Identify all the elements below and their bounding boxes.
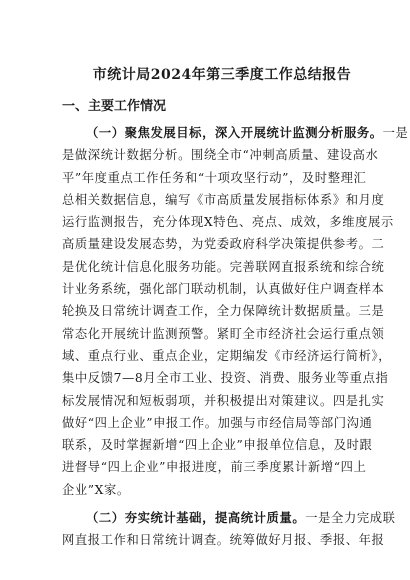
paragraph-line: 域、重点行业、重点企业，定期编发《市经济运行简析》， [62, 348, 392, 363]
paragraph-statistical-monitoring [62, 122, 409, 501]
document-title: 市统计局2024年第三季度工作总结报告 [92, 67, 352, 83]
paragraph-first-line-tail: 一是 [382, 126, 409, 140]
subsection-heading-1: （一）聚焦发展目标，深入开展统计监测分析服务。 [86, 126, 383, 140]
paragraph-line: 是做深统计数据分析。围绕全市“冲刺高质量、建设高水 [62, 148, 379, 163]
paragraph-line: 计业务系统，强化部门联动机制，认真做好住户调查样本 [62, 282, 385, 297]
paragraph-line: 总相关数据信息，编写《市高质量发展指标体系》和月度 [62, 192, 385, 207]
paragraph-line: 联系，及时掌握新增“四上企业”申报单位信息，及时跟 [62, 438, 373, 453]
paragraph-line: 平”年度重点工作任务和“十项攻坚行动”，及时整理汇 [62, 170, 367, 185]
paragraph-line: 常态化开展统计监测预警。紧盯全市经济社会运行重点领 [62, 326, 385, 341]
paragraph-line: 企业”X家。 [62, 482, 130, 497]
paragraph-line: 是优化统计信息化服务功能。完善联网直报系统和综合统 [62, 259, 385, 274]
subsection-heading-2: （二）夯实统计基础，提高统计质量。 [86, 511, 306, 526]
paragraph-first-line [62, 122, 409, 144]
paragraph-line: 做好“四上企业”申报工作。加强与市经信局等部门沟通 [62, 415, 373, 430]
paragraph-line: 运行监测报告，充分体现X特色、亮点、成效，多维度展示 [62, 215, 394, 230]
paragraph-line: 集中反馈7—8月全市工业、投资、消费、服务业等重点指 [62, 371, 389, 386]
paragraph-line: 轮换及日常统计调查工作，全力保障统计数据质量。三是 [62, 304, 385, 319]
paragraph-statistical-foundation [62, 507, 396, 552]
paragraph-first-line [62, 507, 396, 529]
paragraph-line: 网直报工作和日常统计调查。统筹做好月报、季报、年报 [62, 533, 385, 548]
paragraph-first-line-tail: 一是全力完成联 [305, 511, 396, 526]
section-heading-main-work: 一、主要工作情况 [62, 99, 167, 114]
paragraph-line: 标发展情况和短板弱项，并积极提出对策建议。四是扎实 [62, 393, 385, 408]
paragraph-line: 进督导“四上企业”申报进度，前三季度累计新增“四上 [62, 460, 367, 475]
paragraph-line: 高质量建设发展态势，为党委政府科学决策提供参考。二 [62, 237, 385, 252]
